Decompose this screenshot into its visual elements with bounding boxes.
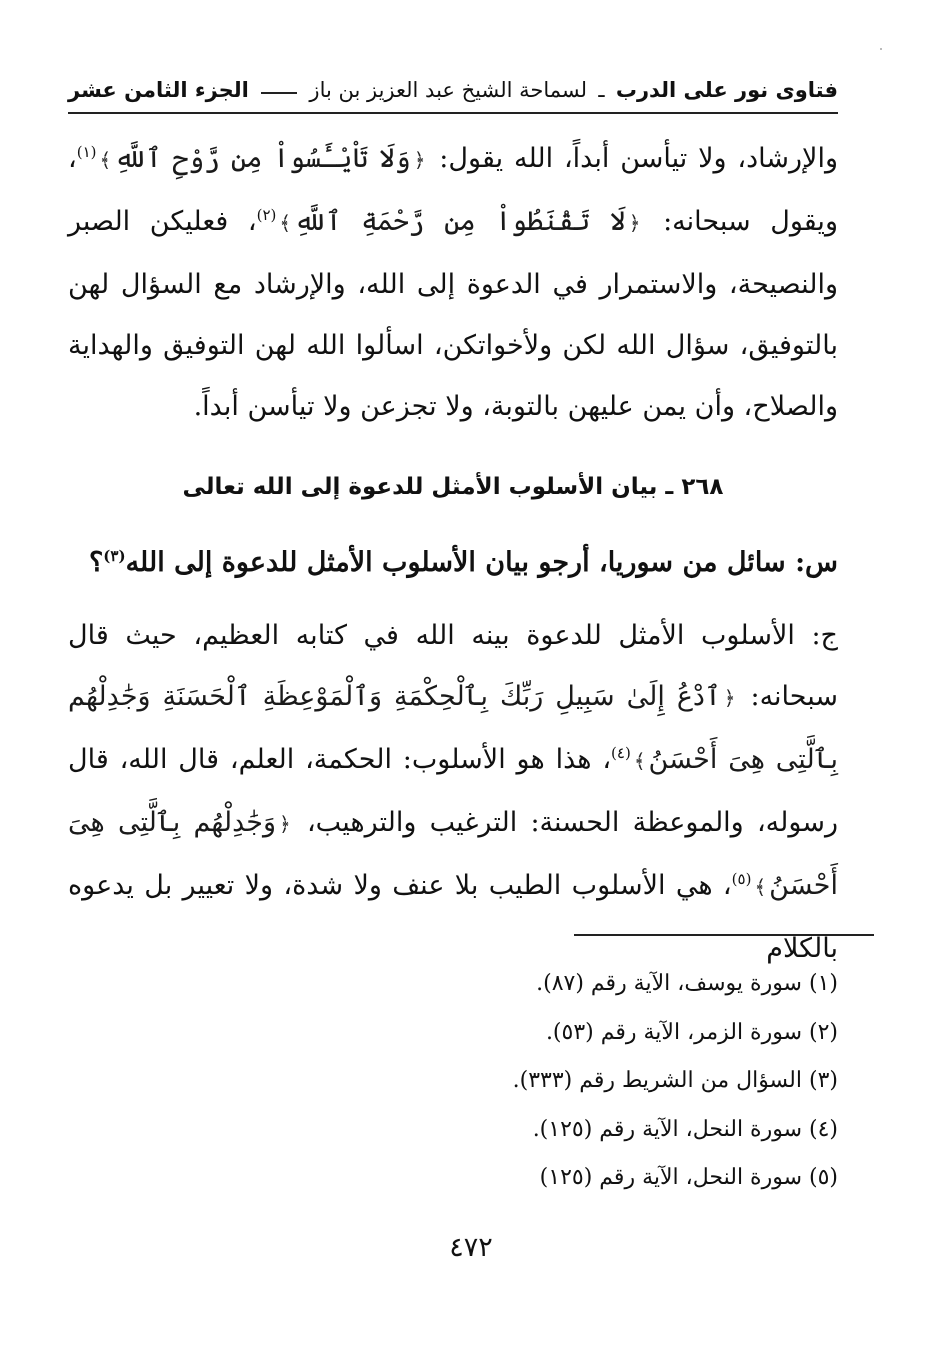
text-run: ج: الأسلوب الأمثل للدعوة بينه الله في كتابه العظيم، حيث قال سبحانه: — [68, 620, 838, 712]
running-header — [68, 70, 838, 110]
verse-text: وَلَا تَاْيْـَٔسُواْ مِن رَّوْحِ ٱللَّهِ — [114, 143, 411, 174]
ornate-bracket-close: ﴾ — [754, 875, 767, 899]
text-run: ، فعليكن الصبر والنصيحة، والاستمرار في الدعوة إلى الله، والإرشاد مع السؤال لهن بالتوفيق، سؤال الله لكن ولأخواتكن، اسألوا الله لهن التوفيق والهداية والصلاح، وأن يمن عليهن بالتوبة، ولا تجزعن ولا تيأسن أبداً. — [68, 206, 838, 422]
scan-mark — [880, 48, 882, 50]
verse-text: ٱدْعُ إِلَىٰ سَبِيلِ رَبِّكَ بِٱلْحِكْمَةِ وَٱلْمَوْعِظَةِ ٱلْحَسَنَةِ وَجَٰدِلْهُم بِٱلَّتِى هِىَ أَحْسَنُ — [68, 681, 839, 775]
footnotes — [68, 960, 838, 1203]
footnote-separator — [574, 934, 874, 936]
book-title: فتاوى نور على الدرب — [615, 78, 838, 102]
footnote: (٣) السؤال من الشريط رقم (٣٣٣). — [512, 1068, 838, 1093]
footnote-ref[interactable]: (٣) — [103, 547, 126, 565]
text-run: ، ويقول سبحانه: — [68, 143, 838, 237]
book-author: لسماحة الشيخ عبد العزيز بن باز — [309, 78, 588, 102]
question-text: س: سائل من سوريا، أرجو بيان الأسلوب الأمثل للدعوة إلى الله — [125, 547, 838, 578]
text-run: ، هذا هو الأسلوب: الحكمة، العلم، قال الله، قال رسوله، والموعظة الحسنة: الترغيب والترهيب، — [68, 744, 838, 838]
ornate-bracket-close: ﴾ — [279, 211, 292, 235]
ornate-bracket-close: ﴾ — [99, 148, 112, 172]
footnote: (٥) سورة النحل، الآية رقم (١٢٥) — [539, 1165, 838, 1190]
ornate-bracket-open: ﴿ — [723, 686, 736, 710]
answer-paragraph — [68, 605, 838, 979]
footnote: (١) سورة يوسف، الآية رقم (٨٧). — [536, 971, 838, 996]
ornate-bracket-open: ﴿ — [279, 812, 291, 836]
text-run: ، هي الأسلوب الطيب بلا عنف ولا شدة، ولا تعيير بل يدعوه بالكلام — [68, 870, 838, 964]
quran-verse — [97, 143, 429, 174]
footnote-ref[interactable]: (٢) — [256, 206, 277, 224]
quran-verse — [276, 206, 643, 237]
page-number: ٤٧٢ — [449, 1232, 493, 1263]
text-run: والإرشاد، ولا تيأسن أبداً، الله يقول: — [428, 143, 838, 174]
footnote: (٤) سورة النحل، الآية رقم (١٢٥). — [532, 1116, 838, 1142]
question-paragraph — [68, 532, 838, 593]
footnote-ref[interactable]: (٤) — [611, 744, 631, 762]
verse-text: لَا تَقْنَطُواْ مِن رَّحْمَةِ ٱللَّهِ — [294, 206, 626, 237]
ornate-bracket-open: ﴿ — [413, 148, 426, 172]
ornate-bracket-close: ﴾ — [633, 749, 646, 773]
volume-label: الجزء الثامن عشر — [68, 78, 249, 102]
header-rule — [68, 112, 838, 114]
section-heading: ٢٦٨ ـ بيان الأسلوب الأمثل للدعوة إلى الله تعالى — [182, 474, 724, 500]
footnote-ref[interactable]: (٥) — [731, 870, 752, 888]
verse-text: وَجَٰدِلْهُم بِٱلَّتِى هِىَ أَحْسَنُ — [68, 807, 838, 901]
question-mark: ؟ — [88, 547, 104, 578]
footnote: (٢) سورة الزمر، الآية رقم (٥٣). — [545, 1019, 838, 1045]
header-dash: ـ — [598, 78, 605, 102]
paragraph-continuation — [68, 128, 838, 437]
ornate-bracket-open: ﴿ — [628, 211, 641, 235]
running-header-title — [309, 78, 838, 102]
footnote-ref[interactable]: (١) — [76, 143, 97, 161]
header-line — [261, 92, 298, 94]
